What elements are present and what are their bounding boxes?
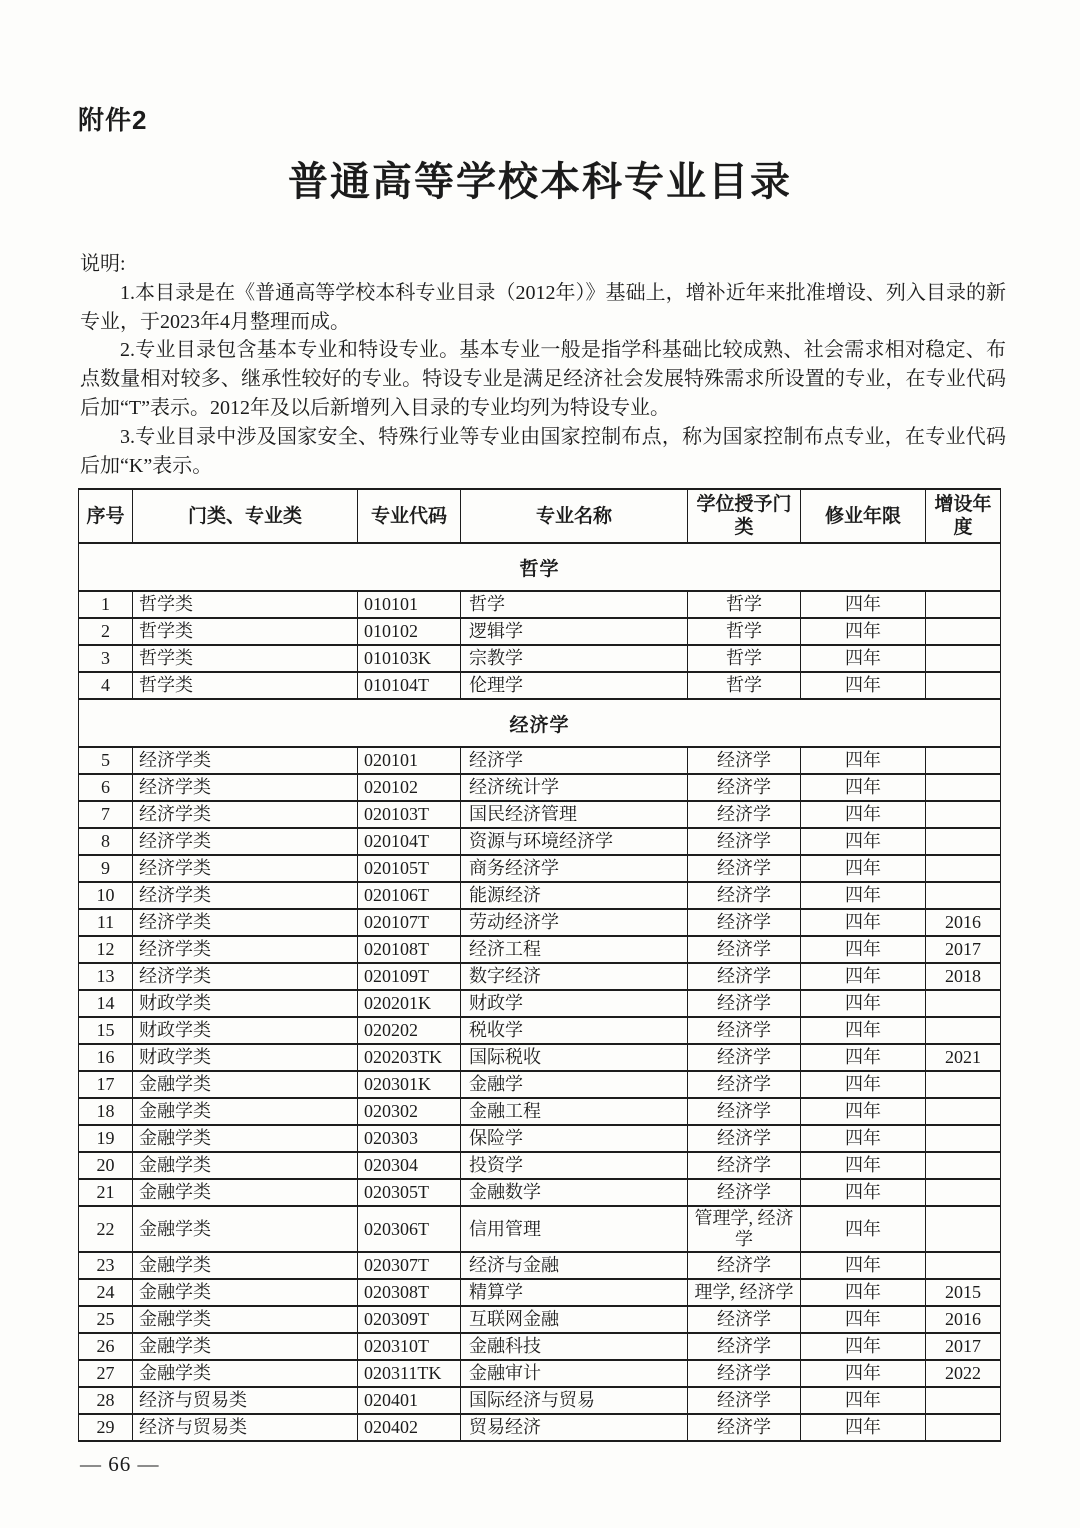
column-header-name: 专业名称 (461, 489, 688, 543)
cell-category: 哲学类 (133, 672, 358, 699)
cell-years: 四年 (801, 1414, 926, 1441)
cell-code: 020303 (358, 1125, 461, 1152)
cell-added (926, 1017, 1001, 1044)
column-header-degree: 学位授予门类 (688, 489, 801, 543)
cell-degree: 经济学 (688, 855, 801, 882)
note-paragraph-3: 3.专业目录中涉及国家安全、特殊行业等专业由国家控制布点，称为国家控制布点专业，在专业代码后加“K”表示。 (80, 425, 1006, 477)
table-row (79, 1306, 1001, 1333)
cell-years: 四年 (801, 1017, 926, 1044)
document-title: 普通高等学校本科专业目录 (288, 160, 792, 204)
cell-name: 经济与金融 (461, 1252, 688, 1279)
table-row (79, 747, 1001, 774)
table-row (79, 828, 1001, 855)
cell-years: 四年 (801, 828, 926, 855)
table-header (79, 489, 1001, 543)
cell-degree: 经济学 (688, 1071, 801, 1098)
cell-no: 18 (79, 1098, 133, 1125)
cell-category: 经济学类 (133, 855, 358, 882)
cell-name: 数字经济 (461, 963, 688, 990)
table-row (79, 1360, 1001, 1387)
cell-no: 27 (79, 1360, 133, 1387)
cell-no: 6 (79, 774, 133, 801)
cell-code: 020202 (358, 1017, 461, 1044)
cell-no: 25 (79, 1306, 133, 1333)
cell-no: 24 (79, 1279, 133, 1306)
cell-years: 四年 (801, 1179, 926, 1206)
cell-name: 金融审计 (461, 1360, 688, 1387)
table-row (79, 672, 1001, 699)
cell-code: 010102 (358, 618, 461, 645)
table-row (79, 591, 1001, 618)
cell-degree: 经济学 (688, 909, 801, 936)
table-row (79, 774, 1001, 801)
cell-name: 国民经济管理 (461, 801, 688, 828)
cell-category: 经济与贸易类 (133, 1387, 358, 1414)
cell-category: 经济与贸易类 (133, 1414, 358, 1441)
column-header-code: 专业代码 (358, 489, 461, 543)
cell-no: 17 (79, 1071, 133, 1098)
cell-no: 26 (79, 1333, 133, 1360)
note-paragraph-2: 2.专业目录包含基本专业和特设专业。基本专业一般是指学科基础比较成熟、社会需求相对稳定、布点数量相对较多、继承性较好的专业。特设专业是满足经济社会发展特殊需求所设置的专业，在专业代码后加“T”表示。2012年及以后新增列入目录的专业均列为特设专业。 (80, 339, 1006, 419)
cell-category: 金融学类 (133, 1179, 358, 1206)
cell-added (926, 1098, 1001, 1125)
table-row (79, 963, 1001, 990)
column-header-added: 增设年度 (926, 489, 1001, 543)
cell-years: 四年 (801, 1360, 926, 1387)
cell-added (926, 645, 1001, 672)
cell-category: 金融学类 (133, 1098, 358, 1125)
cell-no: 13 (79, 963, 133, 990)
cell-added (926, 1206, 1001, 1252)
section-label: 哲学 (79, 543, 1001, 591)
cell-degree: 经济学 (688, 1125, 801, 1152)
cell-added (926, 591, 1001, 618)
cell-code: 020107T (358, 909, 461, 936)
table-row (79, 990, 1001, 1017)
column-header-years: 修业年限 (801, 489, 926, 543)
cell-code: 020401 (358, 1387, 461, 1414)
cell-no: 10 (79, 882, 133, 909)
cell-category: 经济学类 (133, 909, 358, 936)
table-body (79, 543, 1001, 1441)
cell-code: 010104T (358, 672, 461, 699)
table-row (79, 909, 1001, 936)
cell-no: 15 (79, 1017, 133, 1044)
cell-no: 5 (79, 747, 133, 774)
cell-no: 11 (79, 909, 133, 936)
table-row (79, 882, 1001, 909)
cell-name: 经济学 (461, 747, 688, 774)
cell-code: 020103T (358, 801, 461, 828)
cell-years: 四年 (801, 1044, 926, 1071)
table-row (79, 618, 1001, 645)
cell-code: 020104T (358, 828, 461, 855)
cell-added (926, 747, 1001, 774)
cell-code: 010101 (358, 591, 461, 618)
table-row (79, 855, 1001, 882)
cell-years: 四年 (801, 1152, 926, 1179)
cell-added: 2018 (926, 963, 1001, 990)
table-row (79, 801, 1001, 828)
cell-category: 哲学类 (133, 618, 358, 645)
cell-degree: 管理学, 经济学 (688, 1206, 801, 1252)
cell-name: 金融学 (461, 1071, 688, 1098)
cell-code: 020310T (358, 1333, 461, 1360)
cell-degree: 哲学 (688, 645, 801, 672)
cell-no: 4 (79, 672, 133, 699)
cell-years: 四年 (801, 963, 926, 990)
cell-name: 精算学 (461, 1279, 688, 1306)
cell-added: 2015 (926, 1279, 1001, 1306)
cell-degree: 哲学 (688, 618, 801, 645)
cell-added (926, 1414, 1001, 1441)
cell-added (926, 672, 1001, 699)
cell-degree: 哲学 (688, 672, 801, 699)
cell-degree: 经济学 (688, 801, 801, 828)
cell-degree: 经济学 (688, 1044, 801, 1071)
cell-category: 经济学类 (133, 828, 358, 855)
cell-degree: 经济学 (688, 774, 801, 801)
cell-code: 020305T (358, 1179, 461, 1206)
table-row (79, 1206, 1001, 1252)
cell-category: 财政学类 (133, 1044, 358, 1071)
cell-name: 经济工程 (461, 936, 688, 963)
cell-category: 金融学类 (133, 1279, 358, 1306)
column-header-category: 门类、专业类 (133, 489, 358, 543)
cell-years: 四年 (801, 645, 926, 672)
cell-degree: 经济学 (688, 1306, 801, 1333)
cell-code: 020102 (358, 774, 461, 801)
cell-years: 四年 (801, 1333, 926, 1360)
cell-name: 投资学 (461, 1152, 688, 1179)
cell-degree: 哲学 (688, 591, 801, 618)
cell-code: 020304 (358, 1152, 461, 1179)
notes-section (80, 250, 1006, 480)
section-row (79, 699, 1001, 747)
cell-name: 国际税收 (461, 1044, 688, 1071)
cell-degree: 经济学 (688, 936, 801, 963)
cell-years: 四年 (801, 1387, 926, 1414)
cell-years: 四年 (801, 1206, 926, 1252)
cell-no: 2 (79, 618, 133, 645)
table-row (79, 1125, 1001, 1152)
cell-name: 税收学 (461, 1017, 688, 1044)
table-row (79, 1044, 1001, 1071)
cell-added (926, 1179, 1001, 1206)
cell-no: 16 (79, 1044, 133, 1071)
cell-category: 经济学类 (133, 882, 358, 909)
cell-category: 哲学类 (133, 591, 358, 618)
cell-category: 经济学类 (133, 936, 358, 963)
cell-years: 四年 (801, 1098, 926, 1125)
cell-added: 2021 (926, 1044, 1001, 1071)
cell-name: 金融工程 (461, 1098, 688, 1125)
cell-name: 哲学 (461, 591, 688, 618)
table-row (79, 1414, 1001, 1441)
cell-years: 四年 (801, 1306, 926, 1333)
cell-added (926, 1125, 1001, 1152)
cell-name: 信用管理 (461, 1206, 688, 1252)
cell-name: 财政学 (461, 990, 688, 1017)
cell-no: 14 (79, 990, 133, 1017)
cell-name: 贸易经济 (461, 1414, 688, 1441)
cell-degree: 经济学 (688, 1098, 801, 1125)
cell-category: 金融学类 (133, 1333, 358, 1360)
cell-category: 金融学类 (133, 1125, 358, 1152)
cell-name: 能源经济 (461, 882, 688, 909)
cell-added (926, 1387, 1001, 1414)
cell-category: 金融学类 (133, 1252, 358, 1279)
cell-no: 3 (79, 645, 133, 672)
cell-name: 资源与环境经济学 (461, 828, 688, 855)
table-header-row (79, 489, 1001, 543)
cell-code: 020106T (358, 882, 461, 909)
cell-degree: 经济学 (688, 828, 801, 855)
cell-degree: 经济学 (688, 1414, 801, 1441)
cell-code: 020309T (358, 1306, 461, 1333)
cell-code: 020203TK (358, 1044, 461, 1071)
cell-years: 四年 (801, 591, 926, 618)
table-row (79, 1279, 1001, 1306)
cell-degree: 经济学 (688, 1179, 801, 1206)
cell-degree: 经济学 (688, 990, 801, 1017)
section-row (79, 543, 1001, 591)
cell-added: 2016 (926, 909, 1001, 936)
cell-code: 020105T (358, 855, 461, 882)
cell-code: 020311TK (358, 1360, 461, 1387)
cell-name: 互联网金融 (461, 1306, 688, 1333)
cell-added (926, 855, 1001, 882)
attachment-label: 附件2 (78, 105, 148, 135)
cell-years: 四年 (801, 936, 926, 963)
major-catalog-table (78, 488, 1001, 1442)
cell-no: 21 (79, 1179, 133, 1206)
cell-years: 四年 (801, 618, 926, 645)
cell-added (926, 828, 1001, 855)
cell-category: 哲学类 (133, 645, 358, 672)
cell-code: 020101 (358, 747, 461, 774)
cell-code: 020307T (358, 1252, 461, 1279)
cell-degree: 经济学 (688, 1333, 801, 1360)
cell-code: 020308T (358, 1279, 461, 1306)
cell-code: 020109T (358, 963, 461, 990)
cell-name: 逻辑学 (461, 618, 688, 645)
cell-years: 四年 (801, 1279, 926, 1306)
cell-years: 四年 (801, 774, 926, 801)
cell-code: 020201K (358, 990, 461, 1017)
cell-name: 金融数学 (461, 1179, 688, 1206)
cell-no: 1 (79, 591, 133, 618)
table-row (79, 645, 1001, 672)
cell-no: 7 (79, 801, 133, 828)
cell-name: 国际经济与贸易 (461, 1387, 688, 1414)
cell-degree: 经济学 (688, 1017, 801, 1044)
section-label: 经济学 (79, 699, 1001, 747)
cell-no: 23 (79, 1252, 133, 1279)
cell-degree: 经济学 (688, 747, 801, 774)
cell-no: 12 (79, 936, 133, 963)
cell-degree: 经济学 (688, 1252, 801, 1279)
cell-code: 020302 (358, 1098, 461, 1125)
cell-degree: 理学, 经济学 (688, 1279, 801, 1306)
cell-degree: 经济学 (688, 1152, 801, 1179)
cell-no: 28 (79, 1387, 133, 1414)
cell-years: 四年 (801, 1125, 926, 1152)
cell-degree: 经济学 (688, 963, 801, 990)
cell-no: 22 (79, 1206, 133, 1252)
cell-degree: 经济学 (688, 1360, 801, 1387)
cell-added (926, 618, 1001, 645)
cell-added (926, 774, 1001, 801)
table-row (79, 1252, 1001, 1279)
cell-no: 29 (79, 1414, 133, 1441)
cell-name: 伦理学 (461, 672, 688, 699)
table-row (79, 1098, 1001, 1125)
cell-code: 020402 (358, 1414, 461, 1441)
cell-code: 020306T (358, 1206, 461, 1252)
cell-years: 四年 (801, 801, 926, 828)
cell-code: 010103K (358, 645, 461, 672)
cell-category: 经济学类 (133, 801, 358, 828)
cell-name: 保险学 (461, 1125, 688, 1152)
cell-category: 金融学类 (133, 1206, 358, 1252)
cell-years: 四年 (801, 1252, 926, 1279)
cell-no: 9 (79, 855, 133, 882)
note-paragraph-1: 1.本目录是在《普通高等学校本科专业目录（2012年）》基础上，增补近年来批准增设、列入目录的新专业，于2023年4月整理而成。 (80, 281, 1006, 333)
table-row (79, 1017, 1001, 1044)
cell-category: 财政学类 (133, 1017, 358, 1044)
cell-degree: 经济学 (688, 882, 801, 909)
cell-years: 四年 (801, 747, 926, 774)
cell-name: 商务经济学 (461, 855, 688, 882)
cell-category: 经济学类 (133, 774, 358, 801)
cell-name: 宗教学 (461, 645, 688, 672)
cell-code: 020108T (358, 936, 461, 963)
cell-category: 金融学类 (133, 1360, 358, 1387)
cell-years: 四年 (801, 855, 926, 882)
table-row (79, 1071, 1001, 1098)
cell-no: 8 (79, 828, 133, 855)
cell-years: 四年 (801, 909, 926, 936)
cell-category: 金融学类 (133, 1071, 358, 1098)
cell-added (926, 1071, 1001, 1098)
cell-no: 19 (79, 1125, 133, 1152)
column-header-no: 序号 (79, 489, 133, 543)
table-row (79, 936, 1001, 963)
cell-added (926, 990, 1001, 1017)
cell-added: 2022 (926, 1360, 1001, 1387)
table-row (79, 1333, 1001, 1360)
table-row (79, 1179, 1001, 1206)
cell-name: 劳动经济学 (461, 909, 688, 936)
cell-added (926, 882, 1001, 909)
cell-added: 2016 (926, 1306, 1001, 1333)
notes-label: 说明: (80, 253, 126, 275)
cell-added: 2017 (926, 1333, 1001, 1360)
cell-added: 2017 (926, 936, 1001, 963)
table-row (79, 1152, 1001, 1179)
cell-years: 四年 (801, 672, 926, 699)
cell-years: 四年 (801, 990, 926, 1017)
cell-code: 020301K (358, 1071, 461, 1098)
cell-name: 金融科技 (461, 1333, 688, 1360)
cell-name: 经济统计学 (461, 774, 688, 801)
cell-category: 经济学类 (133, 963, 358, 990)
cell-added (926, 1252, 1001, 1279)
cell-category: 财政学类 (133, 990, 358, 1017)
cell-years: 四年 (801, 882, 926, 909)
page-number: — 66 — (80, 1452, 160, 1476)
cell-degree: 经济学 (688, 1387, 801, 1414)
cell-no: 20 (79, 1152, 133, 1179)
table-row (79, 1387, 1001, 1414)
cell-added (926, 801, 1001, 828)
cell-category: 金融学类 (133, 1306, 358, 1333)
cell-category: 金融学类 (133, 1152, 358, 1179)
cell-category: 经济学类 (133, 747, 358, 774)
cell-added (926, 1152, 1001, 1179)
cell-years: 四年 (801, 1071, 926, 1098)
